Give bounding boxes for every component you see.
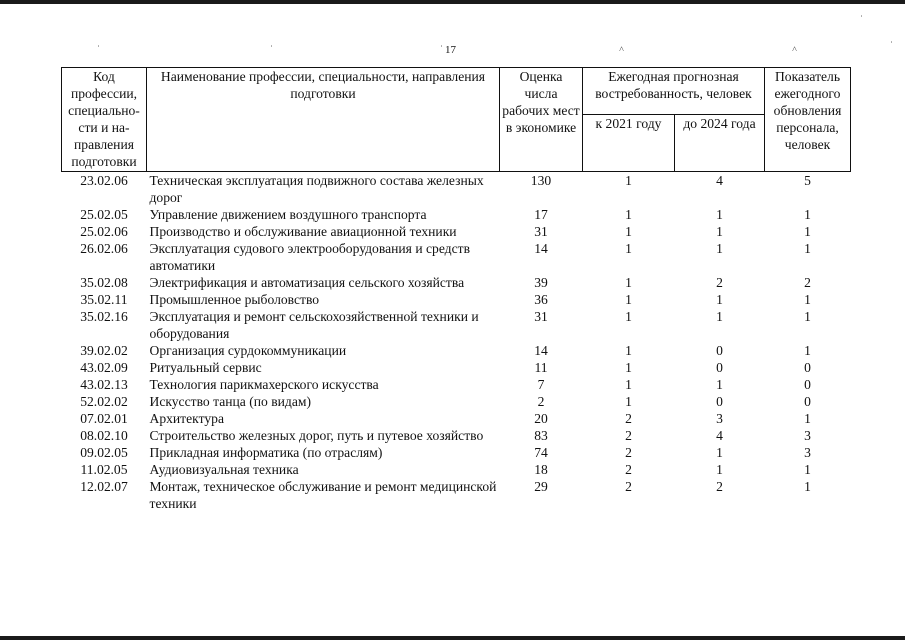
top-border	[0, 0, 905, 4]
row-code: 23.02.06	[80, 173, 128, 188]
row-code: 35.02.08	[80, 275, 128, 290]
row-name: Монтаж, техническое обслуживание и ремонт медицинской техники	[149, 479, 497, 511]
row-estimate: 39	[534, 275, 548, 290]
row-code: 52.02.02	[80, 394, 128, 409]
row-demand-2024: 1	[716, 207, 723, 222]
row-demand-2024: 1	[716, 309, 723, 324]
row-demand-2024: 1	[716, 292, 723, 307]
table-row	[62, 410, 851, 427]
row-name: Управление движением воздушного транспорта	[149, 207, 427, 222]
row-renewal: 1	[804, 292, 811, 307]
row-demand-2024: 4	[716, 173, 723, 188]
row-estimate: 31	[534, 309, 548, 324]
row-demand-2021: 2	[625, 445, 632, 460]
row-renewal: 0	[804, 377, 811, 392]
row-name: Техническая эксплуатация подвижного состава железных дорог	[149, 173, 484, 205]
row-renewal: 3	[804, 445, 811, 460]
row-demand-2024: 2	[716, 275, 723, 290]
row-renewal: 2	[804, 275, 811, 290]
row-renewal: 1	[804, 462, 811, 477]
row-code: 25.02.06	[80, 224, 128, 239]
row-renewal: 1	[804, 343, 811, 358]
row-name: Электрификация и автоматизация сельского хозяйства	[149, 275, 465, 290]
row-renewal: 1	[804, 241, 811, 256]
row-demand-2024: 1	[716, 241, 723, 256]
row-estimate: 20	[534, 411, 548, 426]
scan-speck: ˄	[792, 44, 798, 54]
header-name: Наименование профессии, специальности, направления подготовки	[147, 68, 500, 172]
row-name: Технология парикмахерского искусства	[149, 377, 379, 392]
header-demand-2024: до 2024 года	[675, 115, 765, 172]
row-estimate: 14	[534, 241, 548, 256]
table-row	[62, 461, 851, 478]
scan-speck: ˙	[890, 40, 893, 50]
table-row	[62, 206, 851, 223]
row-estimate: 18	[534, 462, 548, 477]
row-code: 09.02.05	[80, 445, 128, 460]
row-demand-2021: 1	[625, 360, 632, 375]
row-renewal: 3	[804, 428, 811, 443]
row-demand-2021: 1	[625, 309, 632, 324]
table-row	[62, 342, 851, 359]
header-renewal: Показатель ежегодного обновления персонала, человек	[765, 68, 851, 172]
row-name: Аудиовизуальная техника	[149, 462, 299, 477]
row-name: Ритуальный сервис	[149, 360, 262, 375]
row-name: Производство и обслуживание авиационной техники	[149, 224, 457, 239]
row-code: 39.02.02	[80, 343, 128, 358]
row-demand-2024: 1	[716, 224, 723, 239]
row-estimate: 36	[534, 292, 548, 307]
row-code: 43.02.09	[80, 360, 128, 375]
row-demand-2021: 2	[625, 479, 632, 494]
table-row	[62, 393, 851, 410]
row-name: Искусство танца (по видам)	[149, 394, 311, 409]
row-code: 12.02.07	[80, 479, 128, 494]
row-demand-2024: 0	[716, 360, 723, 375]
row-renewal: 0	[804, 394, 811, 409]
table-row	[62, 444, 851, 461]
header-demand-2021: к 2021 году	[583, 115, 675, 172]
row-name: Строительство железных дорог, путь и путевое хозяйство	[149, 428, 484, 443]
row-estimate: 11	[534, 360, 548, 375]
scan-speck: ˙	[860, 14, 863, 24]
row-estimate: 74	[534, 445, 548, 460]
table-row	[62, 427, 851, 444]
row-name: Промышленное рыболовство	[149, 292, 320, 307]
row-estimate: 14	[534, 343, 548, 358]
scan-speck: ˙	[440, 44, 443, 54]
table-row	[62, 359, 851, 376]
table-row	[62, 308, 851, 342]
row-name: Организация сурдокоммуникации	[149, 343, 347, 358]
row-demand-2024: 1	[716, 377, 723, 392]
table-row	[62, 240, 851, 274]
row-code: 07.02.01	[80, 411, 128, 426]
row-name: Прикладная информатика (по отраслям)	[149, 445, 383, 460]
header-code: Код профессии, специально-сти и на-правления подготовки	[62, 68, 147, 172]
page-number: 17	[445, 44, 456, 56]
scan-speck: ˙	[97, 44, 100, 54]
row-demand-2024: 0	[716, 394, 723, 409]
header-demand: Ежегодная прогнозная востребованность, человек	[583, 68, 765, 115]
row-demand-2021: 1	[625, 207, 632, 222]
row-demand-2024: 3	[716, 411, 723, 426]
row-renewal: 1	[804, 479, 811, 494]
row-name: Архитектура	[149, 411, 224, 426]
row-estimate: 83	[534, 428, 548, 443]
row-demand-2021: 1	[625, 173, 632, 188]
row-code: 26.02.06	[80, 241, 128, 256]
professions-table	[61, 67, 851, 512]
row-demand-2021: 1	[625, 224, 632, 239]
row-demand-2021: 2	[625, 462, 632, 477]
row-estimate: 17	[534, 207, 548, 222]
bottom-border	[0, 636, 905, 640]
row-code: 43.02.13	[80, 377, 128, 392]
row-code: 08.02.10	[80, 428, 128, 443]
row-demand-2021: 1	[625, 292, 632, 307]
row-renewal: 1	[804, 207, 811, 222]
row-estimate: 31	[534, 224, 548, 239]
row-name: Эксплуатация и ремонт сельскохозяйственной техники и оборудования	[149, 309, 479, 341]
scan-speck: ˙	[270, 44, 273, 54]
row-demand-2021: 1	[625, 343, 632, 358]
row-demand-2021: 1	[625, 275, 632, 290]
table-row	[62, 291, 851, 308]
row-estimate: 2	[537, 394, 545, 409]
row-code: 35.02.16	[80, 309, 128, 324]
table-body	[62, 172, 851, 513]
row-renewal: 1	[804, 224, 811, 239]
table-row	[62, 223, 851, 240]
row-demand-2021: 2	[625, 411, 632, 426]
row-estimate: 130	[530, 173, 552, 188]
row-demand-2021: 2	[625, 428, 632, 443]
row-demand-2021: 1	[625, 377, 632, 392]
row-demand-2024: 1	[716, 462, 723, 477]
table-row	[62, 478, 851, 512]
row-code: 11.02.05	[80, 462, 128, 477]
scan-speck: ˄	[619, 44, 625, 54]
row-demand-2024: 4	[716, 428, 723, 443]
row-demand-2021: 1	[625, 241, 632, 256]
table-row	[62, 172, 851, 207]
row-demand-2024: 2	[716, 479, 723, 494]
row-renewal: 1	[804, 411, 811, 426]
row-demand-2024: 1	[716, 445, 723, 460]
row-renewal: 5	[804, 173, 811, 188]
row-code: 25.02.05	[80, 207, 128, 222]
row-demand-2021: 1	[625, 394, 632, 409]
row-estimate: 7	[537, 377, 545, 392]
row-estimate: 29	[534, 479, 548, 494]
table-row	[62, 376, 851, 393]
row-name: Эксплуатация судового электрооборудования и средств автоматики	[149, 241, 470, 273]
row-renewal: 1	[804, 309, 811, 324]
row-demand-2024: 0	[716, 343, 723, 358]
table-row	[62, 274, 851, 291]
row-code: 35.02.11	[80, 292, 128, 307]
header-estimate: Оценка числа рабочих мест в экономике	[500, 68, 583, 172]
row-renewal: 0	[804, 360, 811, 375]
